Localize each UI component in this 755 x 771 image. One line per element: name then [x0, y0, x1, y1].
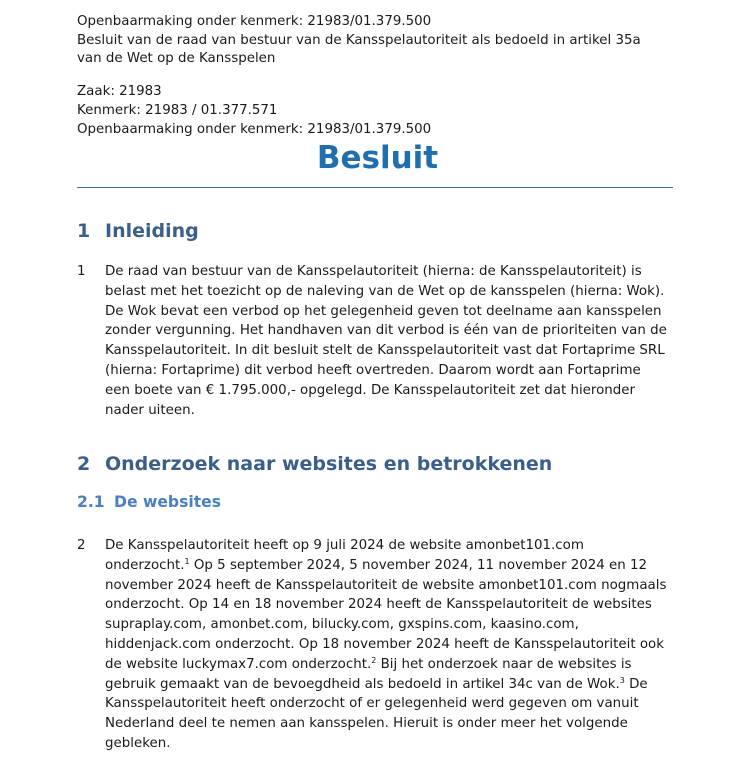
paragraph-number: 1 [77, 264, 86, 279]
footnote-marker[interactable]: 2 [371, 655, 377, 665]
paragraph-line: belast met het toezicht op de naleving van de Wet op de kansspelen (hierna: Wok). [105, 283, 665, 299]
line-text: de website luckymax7.com onderzocht. [105, 656, 372, 672]
paragraph-line: De raad van bestuur van de Kansspelautoriteit (hierna: de Kansspelautoriteit) is [105, 264, 642, 279]
header-disclosure-line: Openbaarmaking onder kenmerk: 21983/01.379.500 [77, 14, 432, 29]
page-title: Besluit [316, 140, 439, 176]
header-decision-line: Besluit van de raad van bestuur van de Kansspelautoriteit als bedoeld in artikel 35a [77, 33, 641, 48]
subsection-number: 2.1 [77, 493, 105, 511]
line-text: Op 5 september 2024, 5 november 2024, 11 november 2024 en 12 [189, 557, 648, 573]
line-text: onderzocht. [105, 557, 185, 573]
footnote-marker[interactable]: 1 [184, 556, 190, 566]
line-text: De [624, 676, 648, 692]
section-number: 1 [77, 220, 91, 242]
footnote-marker[interactable]: 3 [619, 675, 625, 685]
paragraph-line: onderzocht. Op 14 en 18 november 2024 heeft de Kansspelautoriteit de websites [105, 597, 652, 613]
paragraph-line: nader uiteen. [105, 402, 195, 418]
section-heading [77, 451, 552, 477]
reference-number: Kenmerk: 21983 / 01.377.571 [77, 103, 278, 118]
paragraph-number: 2 [77, 538, 86, 553]
paragraph-line: een boete van € 1.795.000,- opgelegd. De Kansspelautoriteit zet dat hieronder [105, 382, 636, 398]
title-divider [77, 187, 673, 188]
section-title: Onderzoek naar websites en betrokkenen [105, 453, 553, 475]
paragraph-line: De Wok bevat een verbod op het gelegenheid geven tot deelname aan kansspelen [105, 303, 662, 319]
paragraph-line: Nederland deel te nemen aan kansspelen. Hieruit is onder meer het volgende [105, 716, 628, 732]
section-number: 2 [77, 453, 91, 475]
paragraph-line [105, 556, 677, 576]
section-title: Inleiding [105, 220, 199, 242]
paragraph-line [105, 675, 677, 695]
disclosure-reference: Openbaarmaking onder kenmerk: 21983/01.379.500 [77, 122, 432, 137]
paragraph-line: hiddenjack.com onderzocht. Op 18 november 2024 heeft de Kansspelautoriteit ook [105, 636, 664, 652]
line-text: gebruik gemaakt van de bevoegdheid als bedoeld in artikel 34c van de Wok. [105, 676, 620, 692]
paragraph-line: gebleken. [105, 735, 171, 751]
section-heading [77, 218, 199, 244]
numbered-paragraph [77, 536, 677, 754]
subsection-heading [77, 491, 221, 513]
case-number: Zaak: 21983 [77, 84, 162, 99]
paragraph-line: (hierna: Fortaprime) dit verbod heeft overtreden. Daarom wordt aan Fortaprime [105, 362, 641, 378]
line-text: Bij het onderzoek naar de websites is [376, 656, 632, 672]
paragraph-line: De Kansspelautoriteit heeft op 9 juli 2024 de website amonbet101.com [105, 538, 584, 553]
subsection-title: De websites [114, 493, 222, 511]
paragraph-line: Kansspelautoriteit heeft onderzocht of er gelegenheid werd gegeven om vanuit [105, 696, 639, 712]
paragraph-line: Kansspelautoriteit. In dit besluit stelt de Kansspelautoriteit vast dat Fortaprime SRL [105, 343, 665, 359]
header-law-line: van de Wet op de Kansspelen [77, 51, 276, 66]
numbered-paragraph [77, 262, 677, 420]
paragraph-line: november 2024 heeft de Kansspelautoriteit de website amonbet101.com nogmaals [105, 577, 667, 593]
paragraph-line [105, 655, 677, 675]
paragraph-line: supraplay.com, amonbet.com, bilucky.com, gxspins.com, kaasino.com, [105, 617, 579, 633]
paragraph-line: zonder vergunning. Het handhaven van dit verbod is één van de prioriteiten van de [105, 323, 667, 339]
